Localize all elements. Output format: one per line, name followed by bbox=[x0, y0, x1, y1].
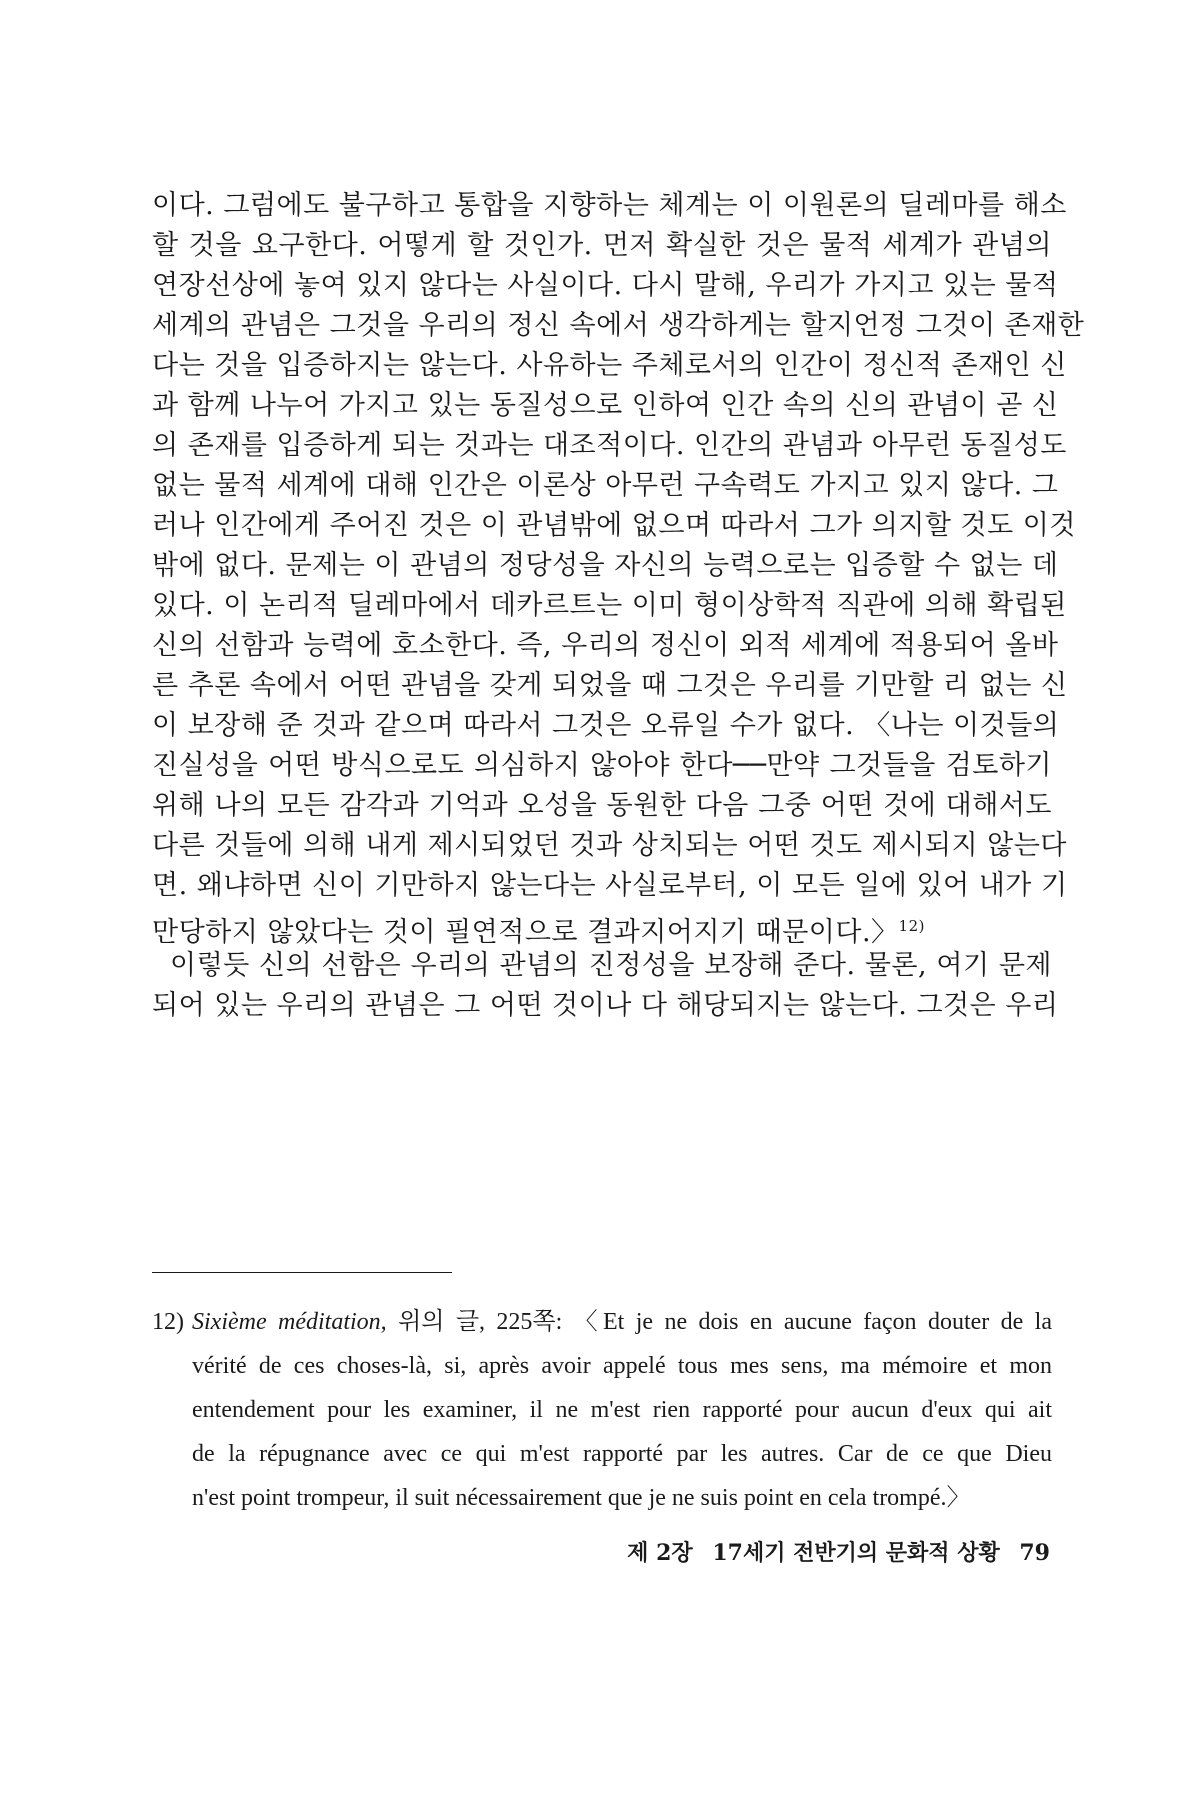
text-line: 할 것을 요구한다. 어떻게 할 것인가. 먼저 확실한 것은 물적 세계가 관념의 bbox=[152, 230, 1052, 261]
page-number: 79 bbox=[1019, 1540, 1050, 1566]
footnote-12 bbox=[152, 1300, 1052, 1520]
text-line: 진실성을 어떤 방식으로도 의심하지 않아야 한다──만약 그것들을 검토하기 bbox=[152, 750, 1052, 781]
text-line: 이 보장해 준 것과 같으며 따라서 그것은 오류일 수가 없다. 〈나는 이것들의 bbox=[152, 710, 1060, 741]
text-line: 과 함께 나누어 가지고 있는 동질성으로 인하여 인간 속의 신의 관념이 곧 신 bbox=[152, 390, 1059, 421]
text-line bbox=[152, 906, 1052, 946]
footer-chapter-title: 17세기 전반기의 문화적 상황 bbox=[712, 1540, 1000, 1566]
text-line: 밖에 없다. 문제는 이 관념의 정당성을 자신의 능력으로는 입증할 수 없는 데 bbox=[152, 550, 1059, 581]
text-line: 있다. 이 논리적 딜레마에서 데카르트는 이미 형이상학적 직관에 의해 확립된 bbox=[152, 590, 1067, 621]
text-line: 의 존재를 입증하게 되는 것과는 대조적이다. 인간의 관념과 아무런 동질성도 bbox=[152, 430, 1067, 461]
footer-chapter: 제 2장 bbox=[627, 1540, 693, 1566]
text-line: 른 추론 속에서 어떤 관념을 갖게 되었을 때 그것은 우리를 기만할 리 없는 신 bbox=[152, 670, 1068, 701]
footnote-line: entendement pour les examiner, il ne m'est rien rapporté pour aucun d'eux qui ait bbox=[192, 1397, 1052, 1423]
text-line: 신의 선함과 능력에 호소한다. 즉, 우리의 정신이 외적 세계에 적용되어 올바 bbox=[152, 630, 1059, 661]
text-line-content: 만당하지 않았다는 것이 필연적으로 결과지어지기 때문이다.〉 bbox=[152, 917, 899, 948]
main-text bbox=[152, 186, 1085, 1026]
text-line: 면. 왜냐하면 신이 기만하지 않는다는 사실로부터, 이 모든 일에 있어 내가 기 bbox=[152, 870, 1068, 901]
footnote-line: de la répugnance avec ce qui m'est rapporté par les autres. Car de ce que Dieu bbox=[192, 1441, 1052, 1467]
footnote-line bbox=[152, 1300, 1052, 1344]
text-line: 되어 있는 우리의 관념은 그 어떤 것이나 다 해당되지는 않는다. 그것은 우리 bbox=[152, 990, 1059, 1021]
footnote-line: n'est point trompeur, il suit nécessairement que je ne suis point en cela trompé.〉 bbox=[192, 1485, 971, 1511]
footnote-number: 12) bbox=[152, 1309, 184, 1335]
text-line: 다른 것들에 의해 내게 제시되었던 것과 상치되는 어떤 것도 제시되지 않는다 bbox=[152, 830, 1067, 861]
text-line: 이렇듯 신의 선함은 우리의 관념의 진정성을 보장해 준다. 물론, 여기 문제 bbox=[170, 950, 1052, 981]
text-line: 연장선상에 놓여 있지 않다는 사실이다. 다시 말해, 우리가 가지고 있는 물적 bbox=[152, 270, 1059, 301]
footnote-title: Sixième méditation, bbox=[192, 1309, 387, 1335]
running-footer bbox=[600, 1538, 1050, 1568]
footnote-reference[interactable]: 12) bbox=[898, 917, 925, 935]
text-line: 없는 물적 세계에 대해 인간은 이론상 아무런 구속력도 가지고 있지 않다. 그 bbox=[152, 470, 1059, 501]
footnote-source: 위의 글, 225쪽: 〈Et je ne dois en aucune façon douter de la bbox=[398, 1309, 1053, 1335]
text-line: 세계의 관념은 그것을 우리의 정신 속에서 생각하게는 할지언정 그것이 존재한 bbox=[152, 310, 1085, 341]
text-line: 다는 것을 입증하지는 않는다. 사유하는 주체로서의 인간이 정신적 존재인 신 bbox=[152, 350, 1067, 381]
footnote-divider bbox=[152, 1272, 452, 1273]
text-line: 러나 인간에게 주어진 것은 이 관념밖에 없으며 따라서 그가 의지할 것도 이것 bbox=[152, 510, 1076, 541]
text-line: 이다. 그럼에도 불구하고 통합을 지향하는 체계는 이 이원론의 딜레마를 해소 bbox=[152, 190, 1067, 221]
footnote-line: vérité de ces choses-là, si, après avoir appelé tous mes sens, ma mémoire et mon bbox=[192, 1353, 1052, 1379]
text-line: 위해 나의 모든 감각과 기억과 오성을 동원한 다음 그중 어떤 것에 대해서도 bbox=[152, 790, 1052, 821]
